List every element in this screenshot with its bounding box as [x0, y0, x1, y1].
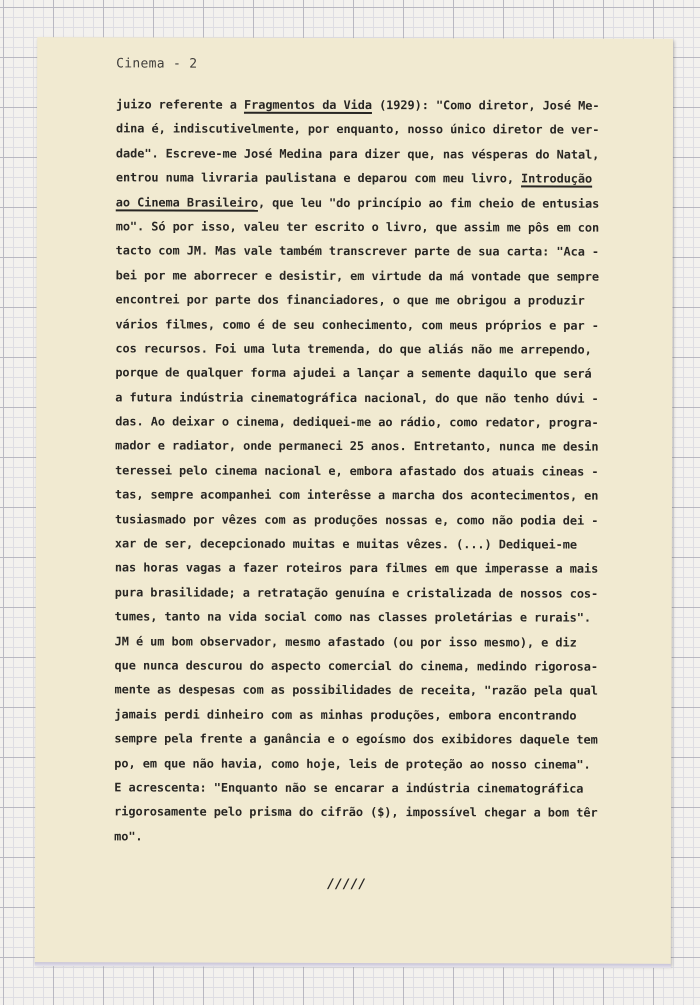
text-segment: teressei pelo cinema nacional e, embora afastado dos atuais cineas - [115, 463, 599, 479]
text-line [115, 629, 670, 655]
text-line [115, 385, 670, 411]
text-segment: bei por me aborrecer e desistir, em virtude da má vontade que sempre [115, 268, 600, 284]
underlined-title: Introdução [521, 171, 593, 186]
text-line [114, 775, 669, 801]
text-segment: a futura indústria cinematográfica nacional, do que não tenho dúvi - [115, 390, 599, 406]
text-segment: po, em que não havia, como hoje, leis de proteção ao nosso cinema". [114, 755, 591, 772]
text-segment: mador e radiator, onde permaneci 25 anos. Entretanto, nunca me desin [115, 438, 599, 455]
typewritten-page [35, 37, 673, 965]
text-segment: vários filmes, como é de seu conhecimento, com meus próprios e par - [115, 316, 599, 333]
text-line [115, 336, 670, 362]
text-segment: rigorosamente pelo prisma do cifrão ($), impossível chegar a bom têr [114, 804, 598, 820]
text-line [114, 727, 669, 753]
text-line [116, 92, 671, 118]
page-header: Cinema - 2 [116, 56, 198, 72]
text-line [114, 800, 669, 826]
text-segment: E acrescenta: "Enquanto não se encarar a indústria cinematográfica [114, 780, 584, 796]
text-segment: das. Ao deixar o cinema, dediquei-me ao rádio, como redator, progra- [115, 414, 599, 430]
body-text [114, 92, 671, 850]
text-segment: mo". Só por isso, valeu ter escrito o livro, que assim me pôs em con [115, 219, 600, 235]
text-line [116, 263, 671, 289]
text-line [115, 434, 670, 460]
text-line [114, 678, 669, 704]
text-line [116, 166, 671, 192]
text-segment: xar de ser, decepcionado muitas e muitas vêzes. (...) Dediquei-me [114, 536, 577, 552]
text-segment: que nunca descurou do aspecto comercial do cinema, medindo rigorosa- [114, 658, 598, 674]
text-line [116, 214, 671, 240]
text-segment: encontrei por parte dos financiadores, o que me obrigou a produzir [115, 292, 585, 308]
text-line [115, 458, 670, 484]
text-segment: jamais perdi dinheiro com as minhas produções, embora encontrando [114, 707, 577, 723]
text-line [115, 288, 670, 314]
underlined-title: ao Cinema Brasileiro [115, 194, 258, 210]
text-segment: porque de qualquer forma ajudei a lançar a semente daquilo que será [115, 365, 592, 381]
text-segment: (1929): "Como diretor, José Me- [371, 98, 600, 113]
text-line [116, 190, 671, 216]
text-segment: nas horas vagas a fazer roteiros para filmes em que imperasse a mais [114, 560, 599, 577]
text-line [115, 361, 670, 387]
text-line [116, 239, 671, 265]
text-line [115, 507, 670, 533]
text-line [115, 580, 670, 606]
text-line [115, 409, 670, 435]
text-line [114, 824, 669, 850]
text-line [115, 556, 670, 582]
text-segment: juizo referente a [116, 97, 245, 112]
text-segment: , que leu "do princípio ao fim cheio de entusias [257, 195, 600, 211]
text-segment: dina é, indiscutivelmente, por enquanto, nosso único diretor de ver- [115, 121, 600, 138]
text-line [116, 141, 671, 167]
text-segment: JM é um bom observador, mesmo afastado (ou por isso mesmo), e diz [114, 633, 577, 650]
text-line [115, 483, 670, 509]
text-segment: tas, sempre acompanhei com interêsse a marcha dos acontecimentos, en [114, 487, 599, 503]
text-line [115, 531, 670, 557]
text-line [115, 653, 670, 679]
text-line [114, 702, 669, 728]
underlined-title: Fragmentos da Vida [243, 97, 372, 113]
text-segment: tusiasmado por vêzes com as produções nossas e, como não podia dei - [114, 512, 599, 528]
text-segment: dade". Escreve-me José Medina para dizer que, nas vésperas do Natal, [115, 146, 600, 162]
end-mark: ///// [326, 876, 367, 893]
text-segment: mente as despesas com as possibilidades de receita, "razão pela qual [114, 682, 598, 699]
text-segment: pura brasilidade; a retratação genuína e cristalizada de nossos cos- [114, 585, 599, 601]
text-segment: tacto com JM. Mas vale também transcrever parte de sua carta: "Aca - [115, 243, 600, 259]
text-line [116, 117, 671, 143]
text-segment: tumes, tanto na vida social como nas classes proletárias e rurais". [114, 609, 592, 625]
text-line [115, 312, 670, 338]
text-segment: mo". [114, 829, 143, 844]
text-segment: sempre pela frente a ganância e o egoísmo dos exibidores daquele tem [114, 731, 598, 747]
text-line [115, 605, 670, 631]
text-segment: entrou numa livraria paulistana e deparou com meu livro, [115, 170, 522, 186]
text-segment: cos recursos. Foi uma luta tremenda, do que aliás não me arrependo, [115, 341, 592, 357]
text-line [114, 751, 669, 777]
